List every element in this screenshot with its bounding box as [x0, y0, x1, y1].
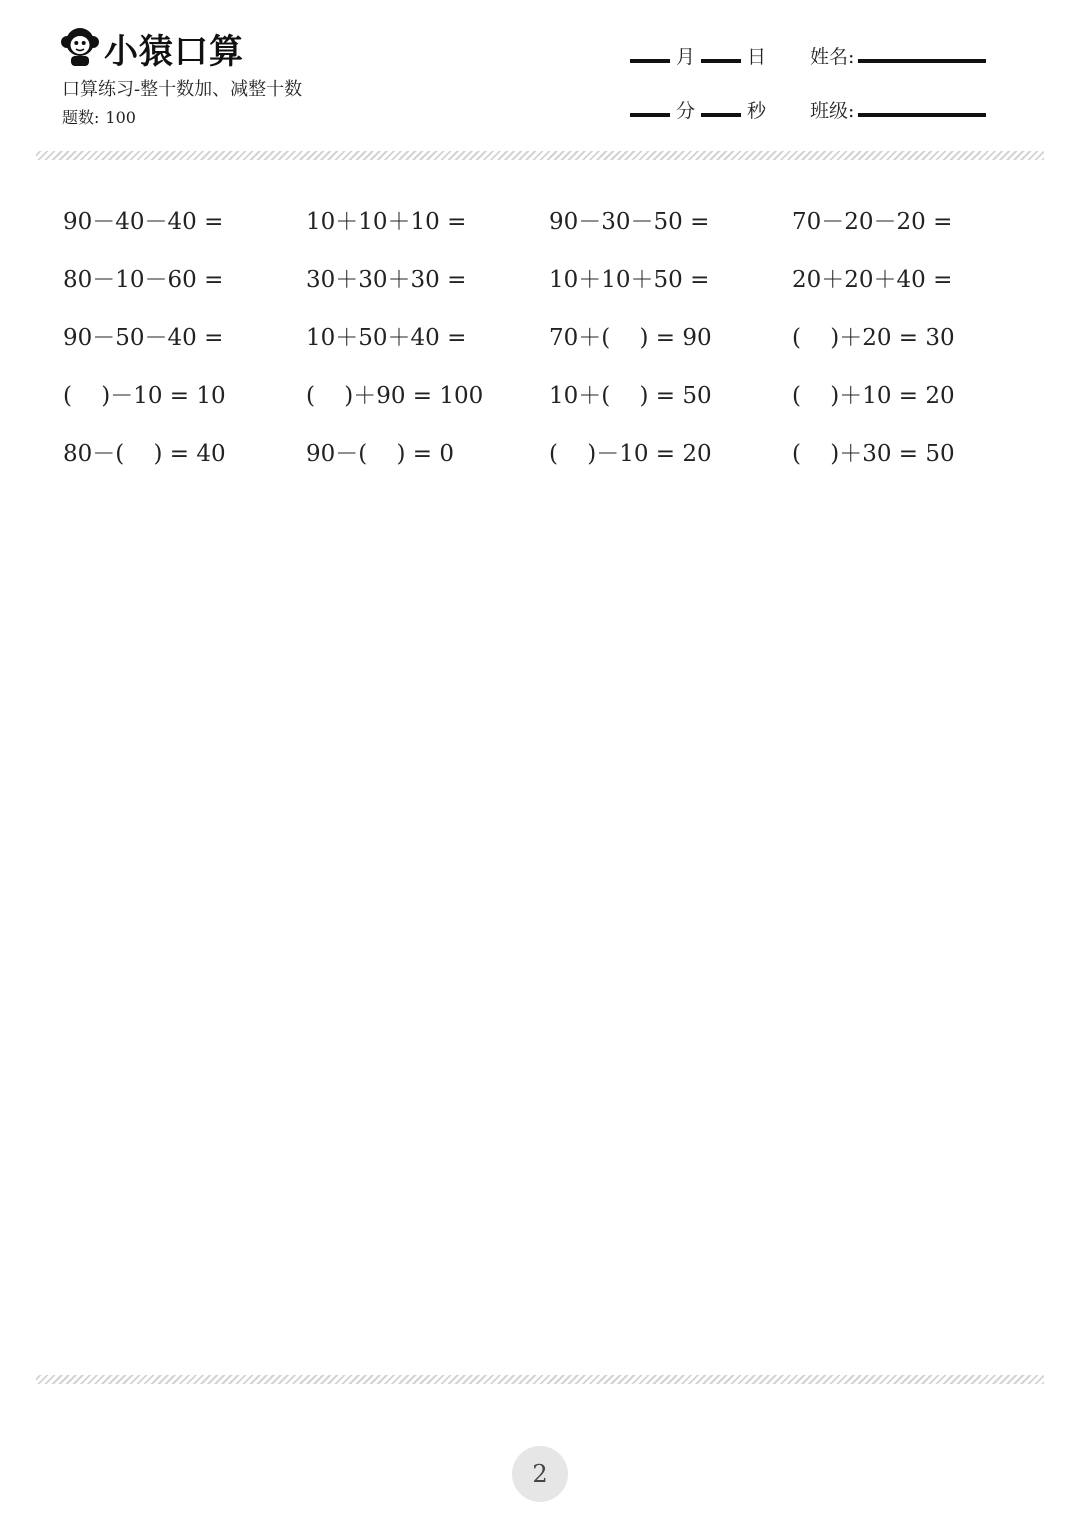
day-label: 日 — [747, 45, 767, 68]
problem-item[interactable]: 10＋10＋50 = — [549, 267, 710, 293]
problem-item[interactable]: 10＋( ) = 50 — [549, 383, 712, 409]
problem-item[interactable]: 90－30－50 = — [549, 209, 710, 235]
question-count — [62, 105, 136, 128]
problem-item[interactable]: ( )－10 = 20 — [549, 441, 712, 467]
problem-grid — [63, 202, 1035, 492]
problem-item[interactable]: ( )－10 = 10 — [63, 383, 226, 409]
date-name-row — [630, 42, 986, 68]
page-number-badge: 2 — [512, 1446, 568, 1502]
question-count-label: 题数: — [62, 108, 100, 127]
monkey-icon — [60, 25, 100, 71]
problem-item[interactable]: ( )＋90 = 100 — [306, 383, 484, 409]
top-divider — [36, 151, 1044, 160]
problem-item[interactable]: 70＋( ) = 90 — [549, 325, 712, 351]
bottom-divider — [36, 1375, 1044, 1384]
problem-item[interactable]: 90－( ) = 0 — [306, 441, 454, 467]
problem-item[interactable]: 30＋30＋30 = — [306, 267, 467, 293]
month-blank[interactable] — [630, 59, 670, 63]
worksheet-title: 口算练习-整十数加、减整十数 — [62, 79, 303, 100]
question-count-value: 100 — [105, 108, 136, 127]
problem-item[interactable]: ( )＋10 = 20 — [792, 383, 955, 409]
class-label: 班级: — [810, 99, 855, 122]
problem-item[interactable]: 90－50－40 = — [63, 325, 224, 351]
problem-item[interactable]: ( )＋20 = 30 — [792, 325, 955, 351]
problem-item[interactable]: 10＋50＋40 = — [306, 325, 467, 351]
day-blank[interactable] — [701, 59, 741, 63]
problem-item[interactable]: 70－20－20 = — [792, 209, 953, 235]
problem-item[interactable]: 10＋10＋10 = — [306, 209, 467, 235]
minute-label: 分 — [676, 99, 696, 122]
second-blank[interactable] — [701, 113, 741, 117]
problem-item[interactable]: 80－10－60 = — [63, 267, 224, 293]
logo-text: 小猿口算 — [104, 31, 244, 72]
problem-item[interactable]: 80－( ) = 40 — [63, 441, 226, 467]
logo — [60, 26, 244, 70]
name-blank[interactable] — [858, 59, 986, 63]
time-class-row — [630, 96, 986, 122]
problem-item[interactable]: ( )＋30 = 50 — [792, 441, 955, 467]
minute-blank[interactable] — [630, 113, 670, 117]
month-label: 月 — [676, 45, 696, 68]
name-label: 姓名: — [810, 45, 855, 68]
second-label: 秒 — [747, 99, 767, 122]
problem-item[interactable]: 90－40－40 = — [63, 209, 224, 235]
class-blank[interactable] — [858, 113, 986, 117]
problem-item[interactable]: 20＋20＋40 = — [792, 267, 953, 293]
